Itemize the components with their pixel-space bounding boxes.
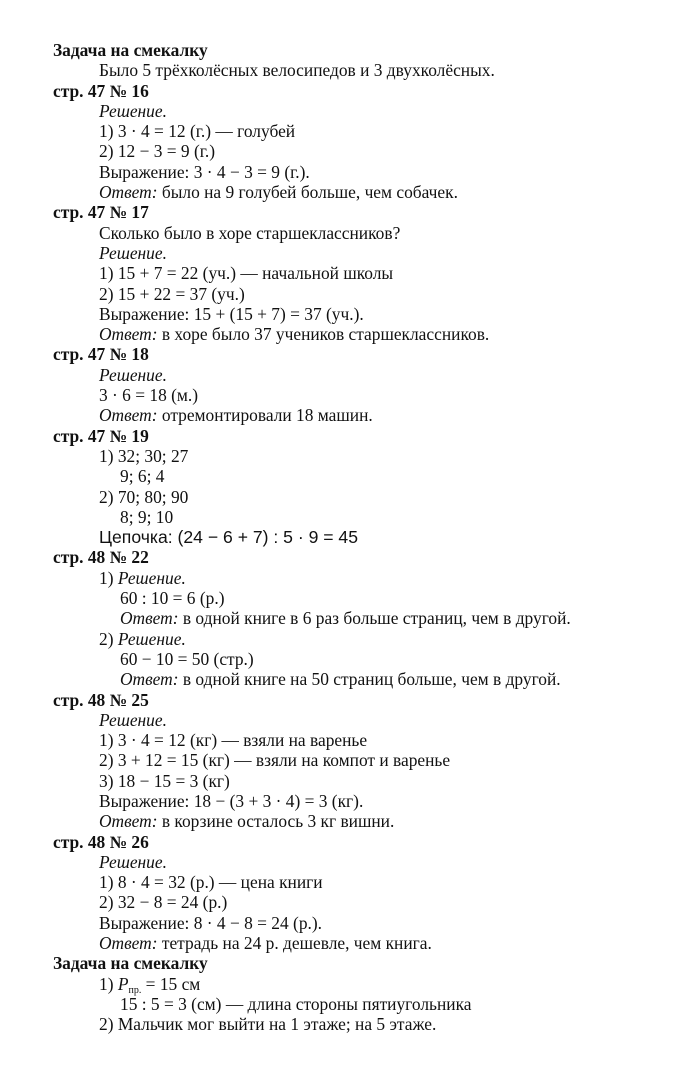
solution-label-line [0,568,700,588]
answer-line [0,608,700,628]
solution-label: Решение. [117,628,186,649]
solutions-page [0,40,700,1035]
solution-label: Решение. [99,851,167,872]
solution-line: Было 5 трёхколёсных велосипедов и 3 двухколёсных. [99,60,495,81]
solution-line: 2) 15 + 22 = 37 (уч.) [99,283,245,304]
section-heading: стр. 47 № 18 [53,344,149,365]
answer-label: Ответ: [99,933,158,954]
section-heading: стр. 48 № 25 [53,689,149,710]
answer-text: отремонтировали 18 машин. [157,405,373,426]
solution-label: Решение. [99,709,167,730]
item-number: 1) [99,973,118,994]
section-heading: Задача на смекалку [53,953,208,974]
answer-text: в одной книге на 50 страниц больше, чем в другой. [178,669,561,690]
solution-line: 2) Мальчик мог выйти на 1 этаже; на 5 этаже. [99,1014,437,1035]
solution-line: Выражение: 8 · 4 − 8 = 24 (р.). [99,912,323,933]
solution-line: 8; 9; 10 [120,506,174,527]
answer-line [0,933,700,953]
perimeter-line [0,974,700,994]
section-heading: стр. 47 № 16 [53,80,149,101]
answer-label: Ответ: [99,324,158,345]
solution-label: Решение. [99,364,167,385]
solution-line: 2) 3 + 12 = 15 (кг) — взяли на компот и варенье [99,750,451,771]
solution-line: 2) 70; 80; 90 [99,486,189,507]
answer-text: в одной книге в 6 раз больше страниц, чем в другой. [178,608,571,629]
solution-line: Выражение: 18 − (3 + 3 · 4) = 3 (кг). [99,790,364,811]
solution-label: Решение. [99,242,167,263]
solution-label: Решение. [117,567,186,588]
answer-line [0,811,700,831]
solution-line: 9; 6; 4 [120,466,165,487]
answer-text: в корзине осталось 3 кг вишни. [157,811,395,832]
solution-line: Сколько было в хоре старшеклассников? [99,222,401,243]
answer-line [0,669,700,689]
solution-line: 1) 32; 30; 27 [99,445,189,466]
answer-label: Ответ: [99,405,158,426]
answer-label: Ответ: [99,182,158,203]
perimeter-symbol: P [117,973,129,994]
section-heading: стр. 47 № 19 [53,425,149,446]
solution-label: Решение. [99,100,167,121]
section-heading: Задача на смекалку [53,40,208,60]
solution-line: 1) 15 + 7 = 22 (уч.) — начальной школы [99,263,394,284]
solution-line: 1) 3 · 4 = 12 (г.) — голубей [99,121,296,142]
answer-line [0,405,700,425]
chain-line: Цепочка: (24 − 6 + 7) : 5 · 9 = 45 [99,527,358,548]
solution-line: 60 : 10 = 6 (р.) [120,588,225,609]
solution-line: 15 : 5 = 3 (см) — длина стороны пятиугольника [120,993,472,1014]
answer-label: Ответ: [120,608,179,629]
solution-line: Выражение: 3 · 4 − 3 = 9 (г.). [99,161,310,182]
item-number: 1) [99,567,118,588]
answer-line [0,324,700,344]
perimeter-value: = 15 см [141,973,201,994]
solution-line: 1) 3 · 4 = 12 (кг) — взяли на варенье [99,730,368,751]
section-heading: стр. 48 № 26 [53,831,149,852]
answer-line [0,182,700,202]
answer-label: Ответ: [99,811,158,832]
solution-line: 2) 32 − 8 = 24 (р.) [99,892,228,913]
solution-line: 1) 8 · 4 = 32 (р.) — цена книги [99,872,323,893]
section-heading: стр. 47 № 17 [53,202,149,223]
answer-label: Ответ: [120,669,179,690]
solution-line: Выражение: 15 + (15 + 7) = 37 (уч.). [99,303,364,324]
answer-text: в хоре было 37 учеников старшеклассников. [157,324,490,345]
solution-line: 60 − 10 = 50 (стр.) [120,648,254,669]
item-number: 2) [99,628,118,649]
solution-line: 2) 12 − 3 = 9 (г.) [99,141,216,162]
section-heading: стр. 48 № 22 [53,547,149,568]
answer-text: было на 9 голубей больше, чем собачек. [157,182,458,203]
solution-line: 3 · 6 = 18 (м.) [99,385,199,406]
solution-label-line [0,629,700,649]
perimeter-subscript: пр. [128,984,142,996]
answer-text: тетрадь на 24 р. дешевле, чем книга. [157,933,432,954]
solution-line: 3) 18 − 15 = 3 (кг) [99,770,230,791]
